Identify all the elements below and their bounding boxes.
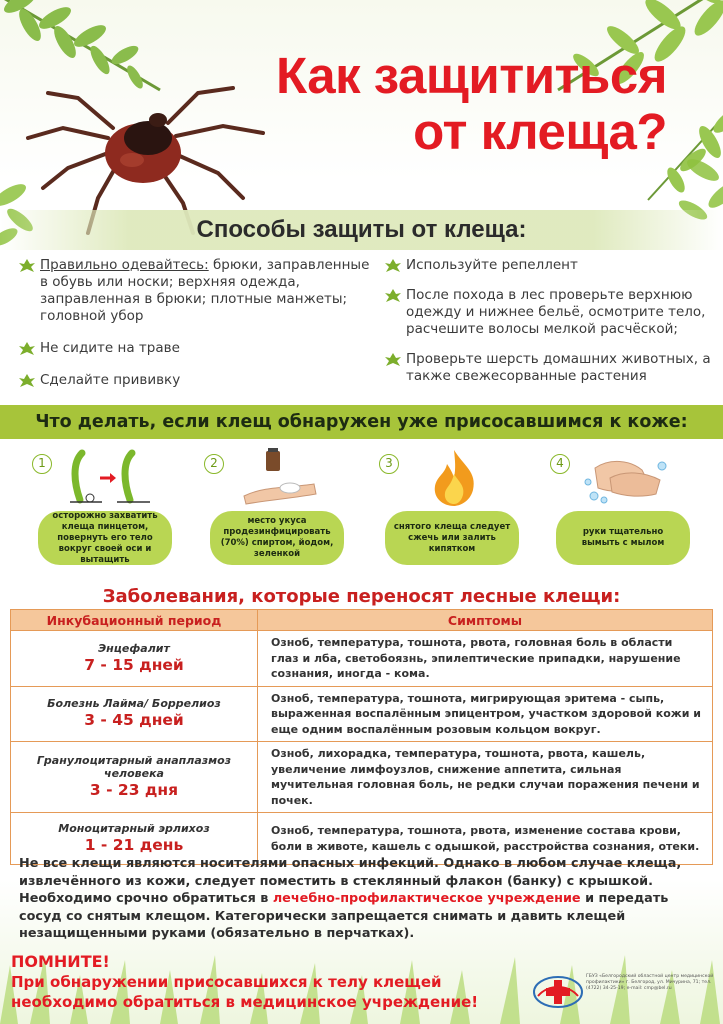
symptoms-cell: Озноб, лихорадка, температура, тошнота, рвота, кашель, увеличение лимфоузлов, снижение аппетита, сильная мучительная головная боль, не редки случаи поражения печени и почек.	[258, 742, 713, 813]
incubation-period: 7 - 15 дней	[84, 655, 184, 674]
protection-tip	[18, 257, 380, 325]
title-line-1: Как защититься	[275, 47, 667, 104]
tip-text: Не сидите на траве	[40, 340, 180, 356]
action-step-1	[10, 446, 180, 572]
fire-icon	[409, 448, 499, 506]
medical-center-logo-icon	[532, 974, 584, 1010]
remember-text: При обнаружении присосавшихся к телу клещей	[11, 973, 442, 991]
table-row	[11, 742, 713, 813]
protection-tip	[18, 372, 380, 389]
action-header-text: Что делать, если клещ обнаружен уже присосавшимся к коже:	[35, 412, 688, 432]
note-text: Не все клещи являются носителями опасных инфекций. Однако в любом случае клеща, извлечённого из кожи, следует поместить в стеклянный флакон (банку) с крышкой. Необходимо срочно обратиться в	[19, 856, 682, 906]
table-row	[11, 686, 713, 742]
tweezers-icon	[62, 448, 152, 506]
action-step-3	[357, 446, 527, 572]
note-text: и передать сосуд со снятым клещом. Категорически запрещается снимать и давить клещей незащищенными руками (обязательно в перчатках).	[19, 891, 669, 941]
protection-list-right	[384, 257, 714, 400]
leaf-bullet-icon	[384, 352, 402, 368]
disease-name: Энцефалит	[98, 641, 170, 655]
disinfect-icon	[234, 448, 324, 506]
diseases-table	[10, 609, 713, 865]
disease-cell	[11, 631, 258, 687]
disease-name: Моноцитарный эрлихоз	[58, 822, 210, 835]
protection-header-text: Способы защиты от клеща:	[196, 216, 527, 243]
step-number: 3	[379, 454, 399, 474]
organization-info: ГБУЗ «Белгородский областной центр медицинской профилактики» г. Белгород, ул. Мичурина, 71; тел. (4722) 34-25-19; e-mail: cmp@bel.ru	[586, 974, 714, 991]
disease-name: Гранулоцитарный анаплазмоз человека	[36, 754, 232, 780]
column-header-symptoms: Симптомы	[258, 610, 713, 631]
page-title	[276, 48, 667, 160]
protection-tip	[384, 257, 714, 274]
symptoms-cell: Озноб, температура, тошнота, мигрирующая эритема - сыпь, выраженная воспалённым эпицентром, участком здоровой кожи и еще одним воспалённым розовым кольцом вокруг.	[258, 686, 713, 742]
action-step-4	[528, 446, 698, 572]
remember-block	[11, 952, 478, 1012]
protection-header	[0, 210, 723, 250]
disease-cell	[11, 742, 258, 813]
column-header-period: Инкубационный период	[11, 610, 258, 631]
table-row	[11, 631, 713, 687]
step-number: 4	[550, 454, 570, 474]
incubation-period: 1 - 21 день	[84, 836, 184, 854]
tip-text: Используйте репеллент	[406, 257, 578, 273]
action-header	[0, 405, 723, 439]
incubation-period: 3 - 23 дня	[89, 781, 179, 799]
incubation-period: 3 - 45 дней	[84, 711, 184, 730]
leaf-bullet-icon	[384, 288, 402, 304]
action-steps	[0, 446, 723, 572]
tip-text: Проверьте шерсть домашних животных, а также свежесорванные растения	[406, 351, 711, 384]
wash-hands-icon	[580, 448, 670, 506]
tip-text: Сделайте прививку	[40, 372, 181, 388]
action-step-2	[182, 446, 352, 572]
protection-tip	[384, 287, 714, 338]
tip-text: брюки, заправленные в обувь или носки; верхняя одежда, заправленная в брюки; плотные манжеты; головной убор	[40, 257, 370, 324]
tip-emphasis: Правильно одевайтесь:	[40, 257, 209, 273]
step-text: снятого клеща следует сжечь или залить кипятком	[385, 511, 519, 565]
protection-tip	[384, 351, 714, 385]
organization-block	[532, 970, 717, 1018]
step-text: место укуса продезинфицировать (70%) спиртом, йодом, зеленкой	[210, 511, 344, 565]
step-number: 2	[204, 454, 224, 474]
note-highlight: лечебно-профилактическое учреждение	[272, 891, 581, 906]
symptoms-cell: Озноб, температура, тошнота, рвота, головная боль в области глаз и лба, светобоязнь, эпилептические припадки, нарушение сознания, иногда - кома.	[258, 631, 713, 687]
protection-tip	[18, 340, 380, 357]
symptoms-cell: Озноб, температура, тошнота, рвота, изменение состава крови, боли в животе, кашель с одышкой, расстройства сознания, отеки.	[258, 813, 713, 865]
protection-list-left	[18, 257, 380, 404]
leaf-bullet-icon	[18, 341, 36, 357]
disease-name: Болезнь Лайма/ Боррелиоз	[47, 697, 221, 711]
tip-text: После похода в лес проверьте верхнюю одежду и нижнее бельё, осмотрите тело, расчешите волосы мелкой расчёской;	[406, 287, 706, 337]
step-text: руки тщательно вымыть с мылом	[556, 511, 690, 565]
disease-cell	[11, 686, 258, 742]
remember-heading: ПОМНИТЕ!	[11, 952, 110, 971]
diseases-title: Заболевания, которые переносят лесные клещи:	[102, 586, 621, 607]
remember-text: необходимо обратиться в медицинское учреждение!	[11, 993, 479, 1011]
step-text: осторожно захватить клеща пинцетом, повернуть его тело вокруг своей оси и вытащить	[38, 511, 172, 565]
leaf-bullet-icon	[18, 258, 36, 274]
leaf-bullet-icon	[384, 258, 402, 274]
step-number: 1	[32, 454, 52, 474]
title-line-2: от клеща?	[413, 103, 667, 160]
leaf-bullet-icon	[18, 373, 36, 389]
